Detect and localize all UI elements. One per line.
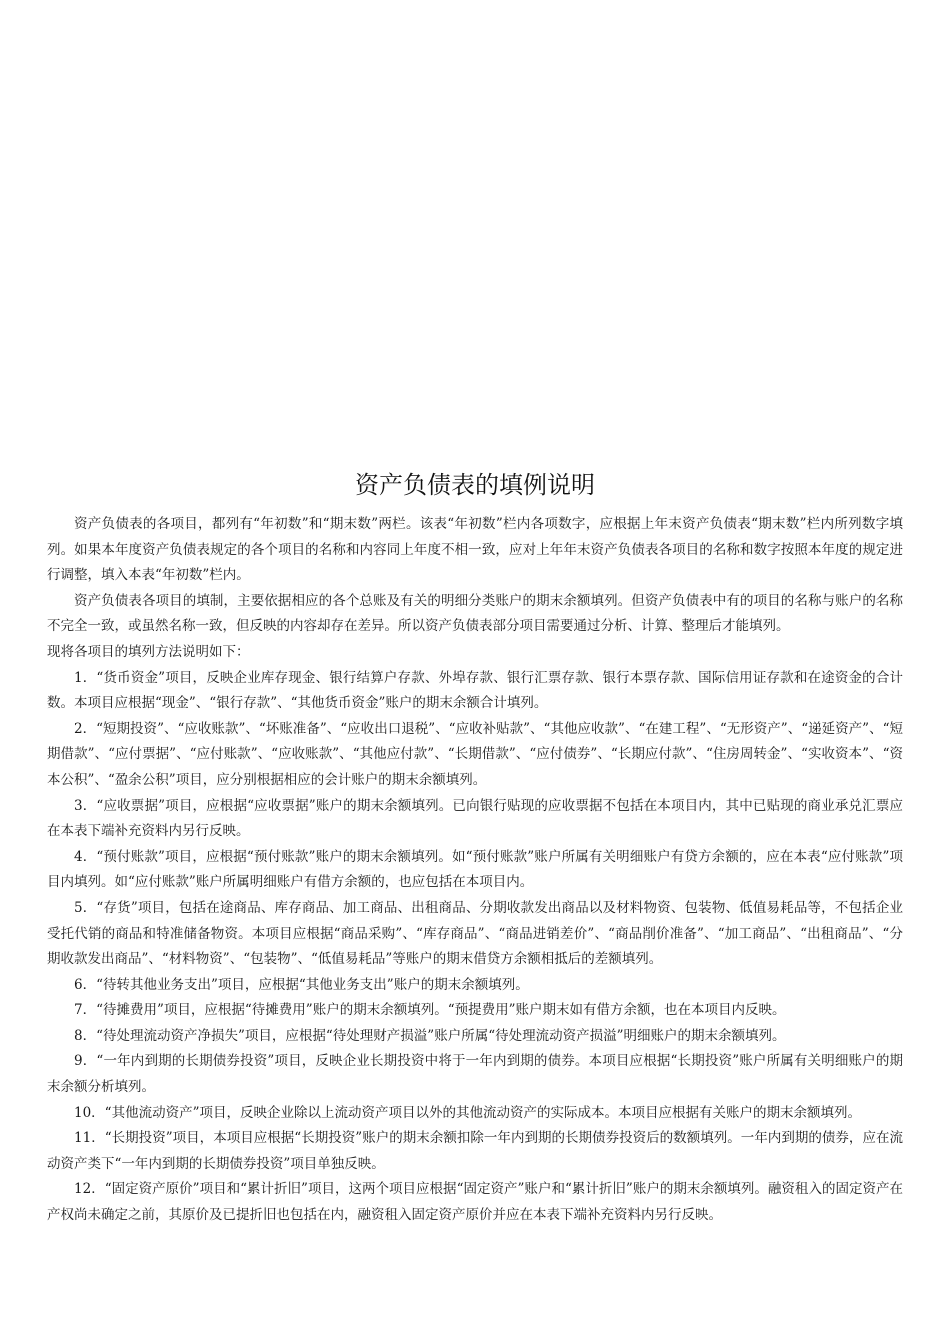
document-body <box>47 512 903 1229</box>
list-item: 5．“存货”项目，包括在途商品、库存商品、加工商品、出租商品、分期收款发出商品以及材料物资、包装物、低值易耗品等，不包括企业受托代销的商品和特准储备物资。本项目应根据“商品采购”、“库存商品”、“商品进销差价”、“商品削价准备”、“加工商品”、“出租商品”、“分期收款发出商品”、“材料物资”、“包装物”、“低值易耗品”等账户的期末借贷方余额相抵后的差额填列。 <box>47 899 903 968</box>
list-item: 12．“固定资产原价”项目和“累计折旧”项目，这两个项目应根据“固定资产”账户和“累计折旧”账户的期末余额填列。融资租入的固定资产在产权尚未确定之前，其原价及已提折旧也包括在内，融资租入固定资产原价并应在本表下端补充资料内另行反映。 <box>47 1181 903 1224</box>
list-item: 10．“其他流动资产”项目，反映企业除以上流动资产项目以外的其他流动资产的实际成本。本项目应根据有关账户的期末余额填列。 <box>74 1104 861 1121</box>
list-item: 11．“长期投资”项目，本项目应根据“长期投资”账户的期末余额扣除一年内到期的长期债券投资后的数额填列。一年内到期的债券，应在流动资产类下“一年内到期的长期债券投资”项目单独反映。 <box>47 1130 903 1172</box>
intro-line: 现将各项目的填列方法说明如下： <box>47 643 250 660</box>
list-item: 6．“待转其他业务支出”项目，应根据“其他业务支出”账户的期末余额填列。 <box>74 976 529 993</box>
paragraph: 资产负债表的各项目，都列有“年初数”和“期末数”两栏。该表“年初数”栏内各项数字，应根据上年末资产负债表“期末数”栏内所列数字填列。如果本年度资产负债表规定的各个项目的名称和内容同上年度不相一致，应对上年年末资产负债表各项目的名称和数字按照本年度的规定进行调整，填入本表“年初数”栏内。 <box>47 516 903 584</box>
list-item: 3．“应收票据”项目，应根据“应收票据”账户的期末余额填列。已向银行贴现的应收票据不包括在本项目内，其中已贴现的商业承兑汇票应在本表下端补充资料内另行反映。 <box>47 797 903 840</box>
list-item: 9．“一年内到期的长期债券投资”项目，反映企业长期投资中将于一年内到期的债券。本项目应根据“长期投资”账户所属有关明细账户的期末余额分析填列。 <box>47 1053 903 1096</box>
list-item: 4．“预付账款”项目，应根据“预付账款”账户的期末余额填列。如“预付账款”账户所属有关明细账户有贷方余额的，应在本表“应付账款”项目内填列。如“应付账款”账户所属明细账户有借方余额的，也应包括在本项目内。 <box>47 848 903 891</box>
list-item: 2．“短期投资”、“应收账款”、“坏账准备”、“应收出口退税”、“应收补贴款”、“其他应收款”、“在建工程”、“无形资产”、“递延资产”、“短期借款”、“应付票据”、“应付账款”、“应收账款”、“其他应付款”、“长期借款”、“应付债券”、“长期应付款”、“住房周转金”、“实收资本”、“资本公积”、“盈余公积”项目，应分别根据相应的会计账户的期末余额填列。 <box>47 720 903 788</box>
document-title: 资产负债表的填例说明 <box>355 471 595 499</box>
paragraph: 资产负债表各项目的填制，主要依据相应的各个总账及有关的明细分类账户的期末余额填列。但资产负债表中有的项目的名称与账户的名称不完全一致，或虽然名称一致，但反映的内容却存在差异。所以资产负债表部分项目需要通过分析、计算、整理后才能填列。 <box>47 592 903 635</box>
list-item: 7．“待摊费用”项目，应根据“待摊费用”账户的期末余额填列。“预提费用”账户期末如有借方余额，也在本项目内反映。 <box>74 1002 786 1019</box>
list-item: 8．“待处理流动资产净损失”项目，应根据“待处理财产损溢”账户所属“待处理流动资产损溢”明细账户的期末余额填列。 <box>74 1027 786 1044</box>
list-item: 1．“货币资金”项目，反映企业库存现金、银行结算户存款、外埠存款、银行汇票存款、银行本票存款、国际信用证存款和在途资金的合计数。本项目应根据“现金”、“银行存款”、“其他货币资金”账户的期末余额合计填列。 <box>47 669 903 712</box>
